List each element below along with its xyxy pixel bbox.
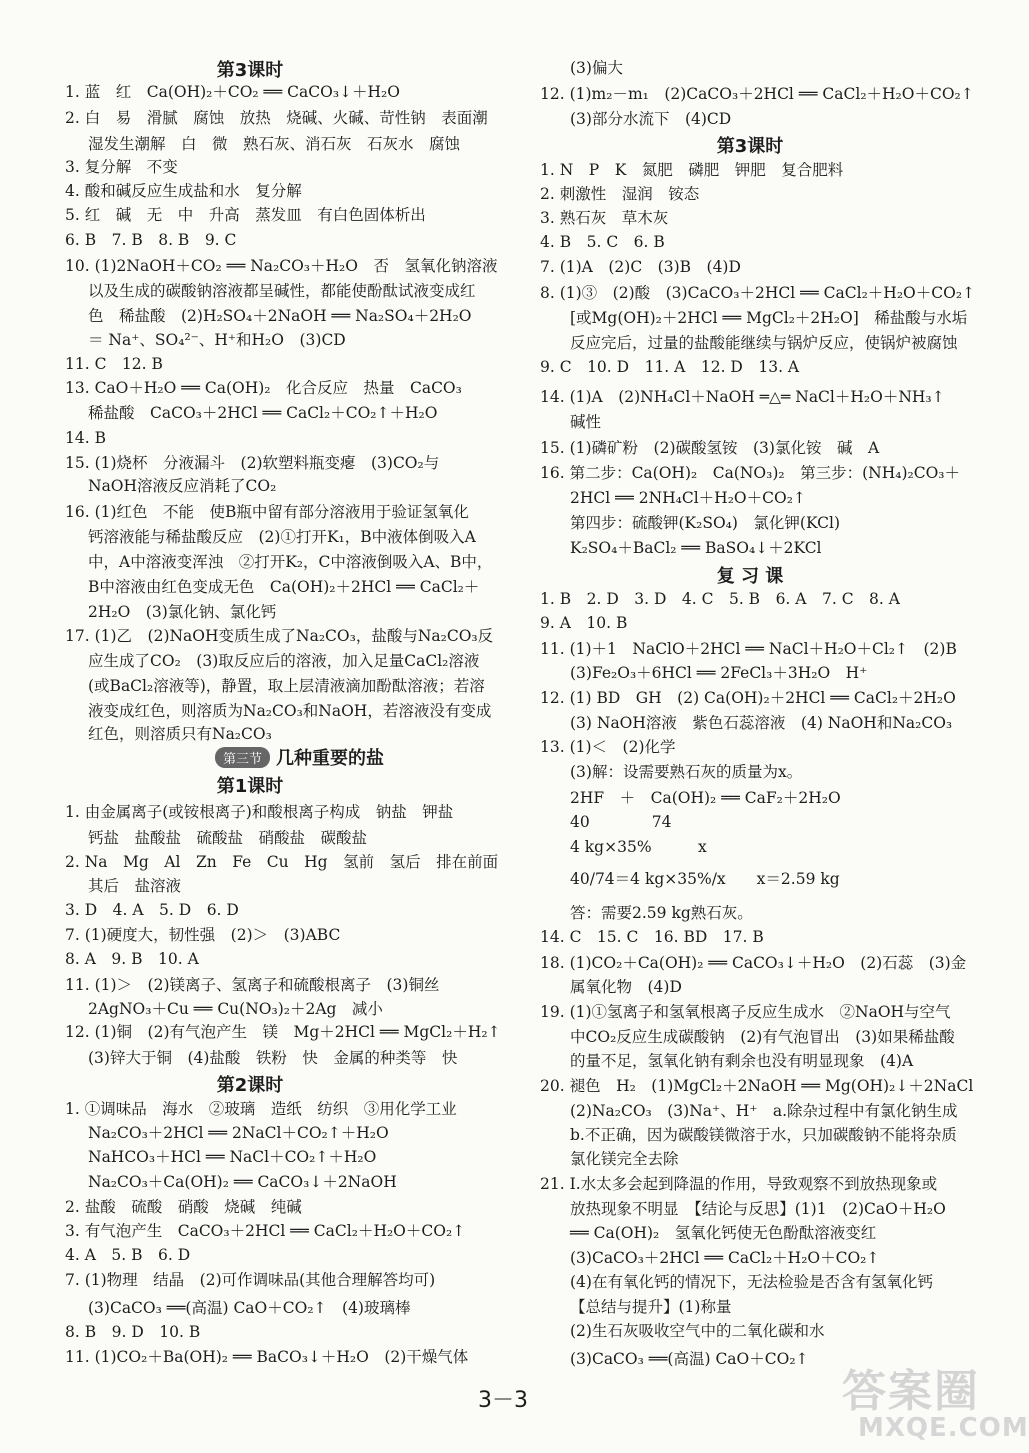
- answer-line: 3. D 4. A 5. D 6. D: [65, 901, 239, 919]
- answer-line: 2. Na Mg Al Zn Fe Cu Hg 氢前 氢后 排在前面: [65, 853, 499, 871]
- answer-line: 15. (1)烧杯 分液漏斗 (2)软塑料瓶变瘪 (3)CO₂与: [65, 454, 440, 472]
- answer-line: 其后 盐溶液: [88, 877, 182, 895]
- answer-line: 17. (1)乙 (2)NaOH变质生成了Na₂CO₃，盐酸与Na₂CO₃反: [65, 627, 494, 645]
- answer-line: 答：需要2.59 kg熟石灰。: [570, 904, 753, 922]
- section-header: [215, 744, 384, 770]
- watermark-url: MXQE.COM: [858, 1413, 1029, 1443]
- answer-line: [或Mg(OH)₂＋2HCl ══ MgCl₂＋2H₂O] 稀盐酸与水垢: [570, 309, 968, 327]
- answer-line: ══ Ca(OH)₂ 氢氧化钙使无色酚酞溶液变红: [570, 1224, 877, 1242]
- answer-line: 11. (1)＞ (2)镁离子、氢离子和硫酸根离子 (3)铜丝: [65, 976, 440, 994]
- lesson-heading: 第1课时: [216, 776, 284, 797]
- answer-line: 中CO₂反应生成碳酸钠 (2)有气泡冒出 (3)如果稀盐酸: [570, 1028, 955, 1046]
- answer-line: NaOH溶液反应消耗了CO₂: [88, 477, 277, 495]
- answer-line: 4. A 5. B 6. D: [65, 1246, 191, 1264]
- answer-line: (2)生石灰吸收空气中的二氧化碳和水: [570, 1322, 825, 1340]
- answer-line: 氯化镁完全去除: [570, 1150, 679, 1168]
- answer-line: 11. (1)CO₂＋Ba(OH)₂ ══ BaCO₃↓＋H₂O (2)干燥气体: [65, 1348, 469, 1366]
- answer-line: 碱性: [570, 413, 602, 431]
- answer-line: 10. (1)2NaOH＋CO₂ ══ Na₂CO₃＋H₂O 否 氢氧化钠溶液: [65, 257, 498, 275]
- answer-line: 钙盐 盐酸盐 硫酸盐 硝酸盐 碳酸盐: [88, 829, 368, 847]
- answer-line: (3)部分水流下 (4)CD: [570, 110, 732, 128]
- answer-line: 应生成了CO₂ (3)取反应后的溶液，加入足量CaCl₂溶液: [88, 652, 480, 670]
- answer-line: 40/74＝4 kg×35%/x x＝2.59 kg: [570, 870, 840, 888]
- answer-line: (3)Fe₂O₃＋6HCl ══ 2FeCl₃＋3H₂O H⁺: [570, 664, 868, 682]
- answer-line: 9. C 10. D 11. A 12. D 13. A: [540, 358, 800, 376]
- answer-line: Na₂CO₃＋Ca(OH)₂ ══ CaCO₃↓＋2NaOH: [88, 1173, 397, 1191]
- answer-line: (3)偏大: [570, 59, 623, 77]
- answer-line: 5. 红 碱 无 中 升高 蒸发皿 有白色固体析出: [65, 206, 426, 224]
- answer-line: NaHCO₃＋HCl ══ NaCl＋CO₂↑＋H₂O: [88, 1148, 377, 1166]
- answer-line: (3)锌大于铜 (4)盐酸 铁粉 快 金属的种类等 快: [88, 1049, 458, 1067]
- answer-line: b.不正确，因为碳酸镁微溶于水，只加碳酸钠不能将杂质: [570, 1126, 957, 1144]
- answer-line: 40 74: [570, 813, 672, 831]
- answer-line: 12. (1)铜 (2)有气泡产生 镁 Mg＋2HCl ══ MgCl₂＋H₂↑: [65, 1023, 501, 1041]
- answer-line: 9. A 10. B: [540, 614, 628, 632]
- answer-line: 13. (1)＜ (2)化学: [540, 738, 676, 756]
- lesson-heading: 第3课时: [716, 136, 784, 157]
- answer-line: (4)在有氧化钙的情况下，无法检验是否含有氢氧化钙: [570, 1273, 933, 1291]
- answer-line: 2AgNO₃＋Cu ══ Cu(NO₃)₂＋2Ag 减小: [88, 1000, 383, 1018]
- answer-line: 属氧化物 (4)D: [570, 978, 682, 996]
- answer-line: 7. (1)硬度大，韧性强 (2)＞ (3)ABC: [65, 926, 341, 944]
- answer-line: (3) NaOH溶液 紫色石蕊溶液 (4) NaOH和Na₂CO₃: [570, 714, 953, 732]
- answer-line: 反应完后，过量的盐酸能继续与锅炉反应，使锅炉被腐蚀: [570, 334, 958, 352]
- answer-line: 以及生成的碳酸钠溶液都呈碱性，都能使酚酞试液变成红: [88, 282, 476, 300]
- answer-line: 14. C 15. C 16. BD 17. B: [540, 928, 764, 946]
- section-title: 几种重要的盐: [276, 748, 385, 769]
- answer-line: 中，A中溶液变浑浊 ②打开K₂，C中溶液倒吸入A、B中，: [88, 553, 493, 571]
- review-heading: 复 习 课: [716, 566, 784, 587]
- answer-line: 2. 白 易 滑腻 腐蚀 放热 烧碱、火碱、苛性钠 表面潮: [65, 109, 488, 127]
- answer-line: 1. 由金属离子(或铵根离子)和酸根离子构成 钠盐 钾盐: [65, 803, 454, 821]
- answer-line: 液变成红色，则溶质为Na₂CO₃和NaOH，若溶液没有变成: [88, 702, 492, 720]
- answer-line: 16. 第二步：Ca(OH)₂ Ca(NO₃)₂ 第三步：(NH₄)₂CO₃＋: [540, 464, 960, 482]
- answer-line: 稀盐酸 CaCO₃＋2HCl ══ CaCl₂＋CO₂↑＋H₂O: [88, 404, 438, 422]
- answer-line: 放热现象不明显 【结论与反思】(1)1 (2)CaO＋H₂O: [570, 1200, 946, 1218]
- answer-line: 14. B: [65, 429, 106, 447]
- watermark-logo: [830, 1355, 1029, 1453]
- lesson-heading: 第3课时: [216, 60, 284, 81]
- answer-line: 2HCl ══ 2NH₄Cl＋H₂O＋CO₂↑: [570, 489, 806, 507]
- answer-line: 湿发生潮解 白 微 熟石灰、消石灰 石灰水 腐蚀: [88, 135, 461, 153]
- answer-line: (3)CaCO₃ ══(高温) CaO＋CO₂↑ (4)玻璃棒: [88, 1299, 411, 1317]
- answer-line: 14. (1)A (2)NH₄Cl＋NaOH ═△═ NaCl＋H₂O＋NH₃↑: [540, 388, 945, 406]
- answer-line: 3. 复分解 不变: [65, 158, 178, 176]
- answer-line: 16. (1)红色 不能 使B瓶中留有部分溶液用于验证氢氧化: [65, 503, 469, 521]
- answer-line: 12. (1) BD GH (2) Ca(OH)₂＋2HCl ══ CaCl₂＋2H₂O: [540, 689, 956, 707]
- answer-line: (3)解：设需要熟石灰的质量为x。: [570, 763, 803, 781]
- answer-line: 7. (1)A (2)C (3)B (4)D: [540, 258, 741, 276]
- section-badge: 第三节: [215, 747, 270, 768]
- answer-line: 8. A 9. B 10. A: [65, 950, 199, 968]
- answer-line: B中溶液由红色变成无色 Ca(OH)₂＋2HCl ══ CaCl₂＋: [88, 578, 480, 596]
- answer-line: 红色，则溶质只有Na₂CO₃: [88, 725, 272, 743]
- answer-line: 4. 酸和碱反应生成盐和水 复分解: [65, 182, 302, 200]
- answer-line: (或BaCl₂溶液等)，静置，取上层清液滴加酚酞溶液；若溶: [88, 677, 485, 695]
- lesson-heading: 第2课时: [216, 1075, 284, 1096]
- answer-line: 4. B 5. C 6. B: [540, 233, 665, 251]
- watermark-text: 答案圈: [842, 1366, 980, 1417]
- answer-line: 7. (1)物理 结晶 (2)可作调味品(其他合理解答均可): [65, 1271, 436, 1289]
- answer-line: 2H₂O (3)氯化钠、氯化钙: [88, 603, 277, 621]
- answer-line: 4 kg×35% x: [570, 838, 707, 856]
- answer-line: ＝ Na⁺、SO₄²⁻、H⁺和H₂O (3)CD: [88, 331, 346, 349]
- answer-line: 20. 褪色 H₂ (1)MgCl₂＋2NaOH ══ Mg(OH)₂↓＋2NaCl: [540, 1077, 974, 1095]
- answer-line: 21. Ⅰ.水太多会起到降温的作用，导致观察不到放热现象或: [540, 1175, 938, 1193]
- answer-line: 13. CaO＋H₂O ══ Ca(OH)₂ 化合反应 热量 CaCO₃: [65, 379, 462, 397]
- answer-line: 1. 蓝 红 Ca(OH)₂＋CO₂ ══ CaCO₃↓＋H₂O: [65, 83, 400, 101]
- answer-line: 19. (1)①氢离子和氢氧根离子反应生成水 ②NaOH与空气: [540, 1003, 951, 1021]
- answer-line: 的量不足，氢氧化钠有剩余也没有明显现象 (4)A: [570, 1052, 914, 1070]
- answer-line: 2HF ＋ Ca(OH)₂ ══ CaF₂＋2H₂O: [570, 789, 841, 807]
- answer-line: 3. 有气泡产生 CaCO₃＋2HCl ══ CaCl₂＋H₂O＋CO₂↑: [65, 1222, 466, 1240]
- answer-line: 2. 刺激性 湿润 铵态: [540, 185, 700, 203]
- answer-line: (2)Na₂CO₃ (3)Na⁺、H⁺ a.除杂过程中有氯化钠生成: [570, 1102, 958, 1120]
- answer-line: Na₂CO₃＋2HCl ══ 2NaCl＋CO₂↑＋H₂O: [88, 1124, 389, 1142]
- answer-line: 8. (1)③ (2)酸 (3)CaCO₃＋2HCl ══ CaCl₂＋H₂O＋CO₂↑: [540, 284, 976, 302]
- page-number: 3－3: [478, 1388, 528, 1413]
- answer-line: K₂SO₄＋BaCl₂ ══ BaSO₄↓＋2KCl: [570, 539, 822, 557]
- answer-line: 6. B 7. B 8. B 9. C: [65, 231, 237, 249]
- answer-line: 18. (1)CO₂＋Ca(OH)₂ ══ CaCO₃↓＋H₂O (2)石蕊 (3)金: [540, 954, 967, 972]
- answer-line: 12. (1)m₂－m₁ (2)CaCO₃＋2HCl ══ CaCl₂＋H₂O＋CO₂↑: [540, 85, 974, 103]
- answer-line: 11. (1)＋1 NaClO＋2HCl ══ NaCl＋H₂O＋Cl₂↑ (2)B: [540, 640, 957, 658]
- answer-line: 1. ①调味品 海水 ②玻璃 造纸 纺织 ③用化学工业: [65, 1100, 457, 1118]
- answer-line: 3. 熟石灰 草木灰: [540, 209, 669, 227]
- answer-line: 11. C 12. B: [65, 355, 163, 373]
- answer-line: 8. B 9. D 10. B: [65, 1323, 201, 1341]
- answer-line: 2. 盐酸 硫酸 硝酸 烧碱 纯碱: [65, 1198, 302, 1216]
- answer-line: 1. B 2. D 3. D 4. C 5. B 6. A 7. C 8. A: [540, 590, 900, 608]
- answer-line: 15. (1)磷矿粉 (2)碳酸氢铵 (3)氯化铵 碱 A: [540, 439, 880, 457]
- answer-line: 色 稀盐酸 (2)H₂SO₄＋2NaOH ══ Na₂SO₄＋2H₂O: [88, 307, 472, 325]
- answer-line: 第四步：硫酸钾(K₂SO₄) 氯化钾(KCl): [570, 514, 841, 532]
- answer-line: 【总结与提升】(1)称量: [570, 1298, 732, 1316]
- answer-line: 钙溶液能与稀盐酸反应 (2)①打开K₁，B中液体倒吸入A: [88, 528, 476, 546]
- answer-line: (3)CaCO₃＋2HCl ══ CaCl₂＋H₂O＋CO₂↑: [570, 1249, 880, 1267]
- answer-line: (3)CaCO₃ ══(高温) CaO＋CO₂↑: [570, 1350, 809, 1368]
- answer-line: 1. N P K 氮肥 磷肥 钾肥 复合肥料: [540, 161, 844, 179]
